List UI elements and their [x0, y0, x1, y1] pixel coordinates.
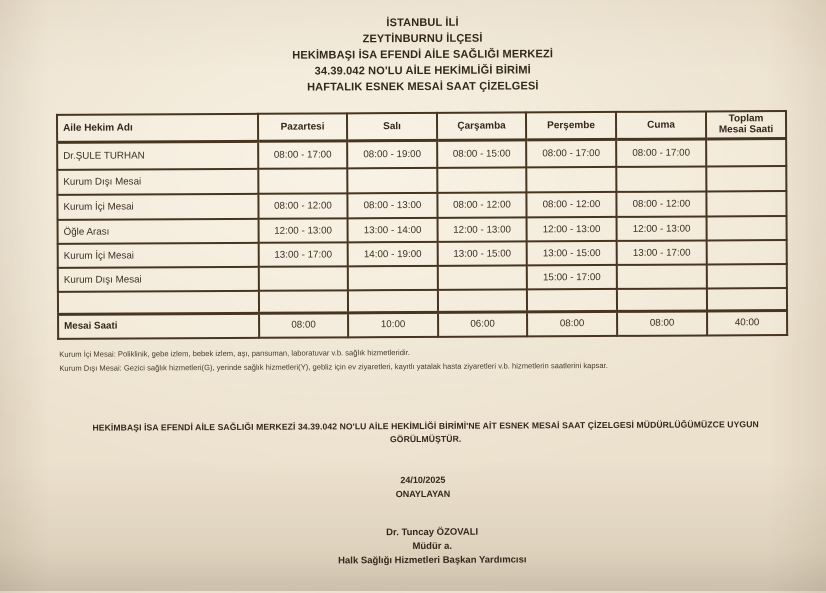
- row-label: Öğle Arası: [58, 219, 259, 244]
- schedule-table-container: [56, 110, 788, 340]
- col-header-total: [706, 111, 786, 138]
- schedule-cell: 08:00 - 12:00: [616, 191, 706, 216]
- schedule-cell: [348, 266, 438, 290]
- schedule-cell: [259, 266, 348, 290]
- table-row-doctor: [57, 138, 786, 170]
- schedule-cell: 08:00 - 17:00: [616, 138, 706, 166]
- schedule-cell: 15:00 - 17:00: [527, 265, 617, 289]
- footnote-onsite-definition: Kurum İçi Mesai: Poliklinik, gebe izlem, bebek izlem, aşı, pansuman, laboratuvar v.b. sağlık hizmetleridir.: [59, 348, 410, 359]
- schedule-cell: 08:00 - 15:00: [437, 139, 526, 167]
- schedule-cell: 06:00: [438, 311, 527, 336]
- approval-statement: [64, 418, 788, 448]
- table-row-total-hours: [58, 310, 787, 339]
- col-header-thursday: Perşembe: [526, 112, 616, 139]
- approval-statement-line1: HEKİMBAŞI İSA EFENDİ AİLE SAĞLIĞI MERKEZİ 34.39.042 NO'LU AİLE HEKİMLİĞİ BİRİMİ'NE AİT ESNEK MESAİ SAAT ÇİZELGESİ MÜDÜRLÜĞÜMÜZCE UYGUN: [92, 419, 759, 433]
- approval-statement-line2: GÖRÜLMÜŞTÜR.: [389, 433, 462, 445]
- schedule-cell: [347, 168, 437, 193]
- col-header-doctor-name: Aile Hekim Adı: [57, 114, 258, 142]
- header-district: ZEYTİNBURNU İLÇESİ: [362, 32, 483, 46]
- col-header-wednesday: Çarşamba: [437, 112, 526, 139]
- table-header-row: [57, 111, 786, 142]
- schedule-cell: [438, 265, 527, 289]
- total-header-line2: Mesai Saati: [718, 124, 774, 136]
- row-label: Mesai Saati: [58, 313, 259, 339]
- schedule-cell: 10:00: [348, 312, 438, 337]
- schedule-cell: 12:00 - 13:00: [617, 216, 707, 240]
- approval-date-block: [1, 471, 826, 503]
- signer-name: Dr. Tuncay ÖZOVALI: [386, 526, 479, 539]
- schedule-cell: 08:00 - 19:00: [347, 140, 437, 168]
- schedule-cell: [706, 191, 786, 216]
- schedule-table: [56, 110, 788, 340]
- schedule-cell: [706, 138, 786, 166]
- document-header: [0, 13, 825, 97]
- schedule-cell: [527, 289, 617, 311]
- row-label: Kurum İçi Mesai: [58, 243, 259, 268]
- schedule-cell: [707, 240, 787, 264]
- schedule-cell: 12:00 - 13:00: [259, 218, 348, 242]
- schedule-cell: 13:00 - 14:00: [348, 218, 438, 242]
- header-center-name: HEKİMBAŞI İSA EFENDİ AİLE SAĞLIĞI MERKEZİ: [292, 48, 554, 62]
- schedule-cell: 40:00: [707, 310, 787, 335]
- table-row-onsite-morning: [57, 191, 786, 220]
- schedule-cell: 08:00: [259, 312, 348, 337]
- schedule-cell: 12:00 - 13:00: [438, 217, 527, 241]
- footnotes: [59, 344, 759, 375]
- schedule-cell: [706, 166, 786, 191]
- col-header-friday: Cuma: [616, 111, 706, 138]
- schedule-cell: [437, 167, 526, 192]
- schedule-cell: 12:00 - 13:00: [527, 217, 617, 241]
- schedule-cell: 13:00 - 15:00: [527, 241, 617, 265]
- approval-date: 24/10/2025: [400, 474, 446, 486]
- col-header-tuesday: Salı: [347, 113, 437, 140]
- row-label: Kurum Dışı Mesai: [58, 267, 259, 292]
- schedule-cell: [438, 289, 527, 311]
- schedule-cell: 13:00 - 15:00: [438, 241, 527, 265]
- col-header-monday: Pazartesi: [258, 113, 347, 140]
- schedule-cell: [259, 290, 348, 312]
- schedule-cell: [348, 290, 438, 312]
- schedule-cell: 08:00 - 17:00: [526, 139, 616, 167]
- table-row-offsite-1: [57, 166, 786, 195]
- signer-role-1: Müdür a.: [412, 540, 453, 553]
- schedule-cell: 08:00 - 17:00: [258, 140, 347, 168]
- row-label: Kurum Dışı Mesai: [57, 169, 258, 195]
- header-unit-name: 34.39.042 NO'LU AİLE HEKİMLİĞİ BİRİMİ: [314, 64, 531, 78]
- signature-block: [1, 524, 826, 570]
- row-label: Dr.ŞULE TURHAN: [57, 141, 258, 170]
- header-province: İSTANBUL İLİ: [386, 16, 459, 30]
- schedule-cell: 13:00 - 17:00: [617, 240, 707, 264]
- schedule-cell: 08:00: [527, 311, 617, 336]
- row-label: Kurum İçi Mesai: [57, 194, 258, 220]
- header-document-title: HAFTALIK ESNEK MESAİ SAAT ÇİZELGESİ: [307, 80, 539, 94]
- schedule-cell: [526, 167, 616, 192]
- schedule-cell: 08:00 - 12:00: [437, 192, 526, 217]
- approver-heading: ONAYLAYAN: [395, 488, 451, 500]
- schedule-cell: [616, 166, 706, 191]
- schedule-cell: [617, 264, 707, 288]
- schedule-cell: [707, 216, 787, 240]
- schedule-cell: [707, 264, 787, 288]
- schedule-cell: 08:00 - 12:00: [258, 193, 347, 218]
- schedule-cell: 14:00 - 19:00: [348, 242, 438, 266]
- signer-role-2: Halk Sağlığı Hizmetleri Başkan Yardımcısı: [338, 554, 527, 567]
- schedule-cell: 08:00: [617, 310, 707, 335]
- schedule-cell: [707, 288, 787, 310]
- total-header-line1: Toplam: [728, 113, 764, 125]
- row-label: [58, 291, 259, 314]
- schedule-cell: 13:00 - 17:00: [259, 242, 348, 266]
- footnote-offsite-definition: Kurum Dışı Mesai: Gezici sağlık hizmetleri(G), yerinde sağlık hizmetleri(Y), gebliz için ev ziyaretleri, kayıtlı yatalak hasta ziyaretleri v.b. hizmetlerin saatlerini kapsar.: [59, 360, 608, 373]
- schedule-cell: 08:00 - 12:00: [526, 192, 616, 217]
- schedule-cell: [258, 168, 347, 193]
- schedule-cell: 08:00 - 13:00: [347, 193, 437, 218]
- schedule-cell: [617, 288, 707, 310]
